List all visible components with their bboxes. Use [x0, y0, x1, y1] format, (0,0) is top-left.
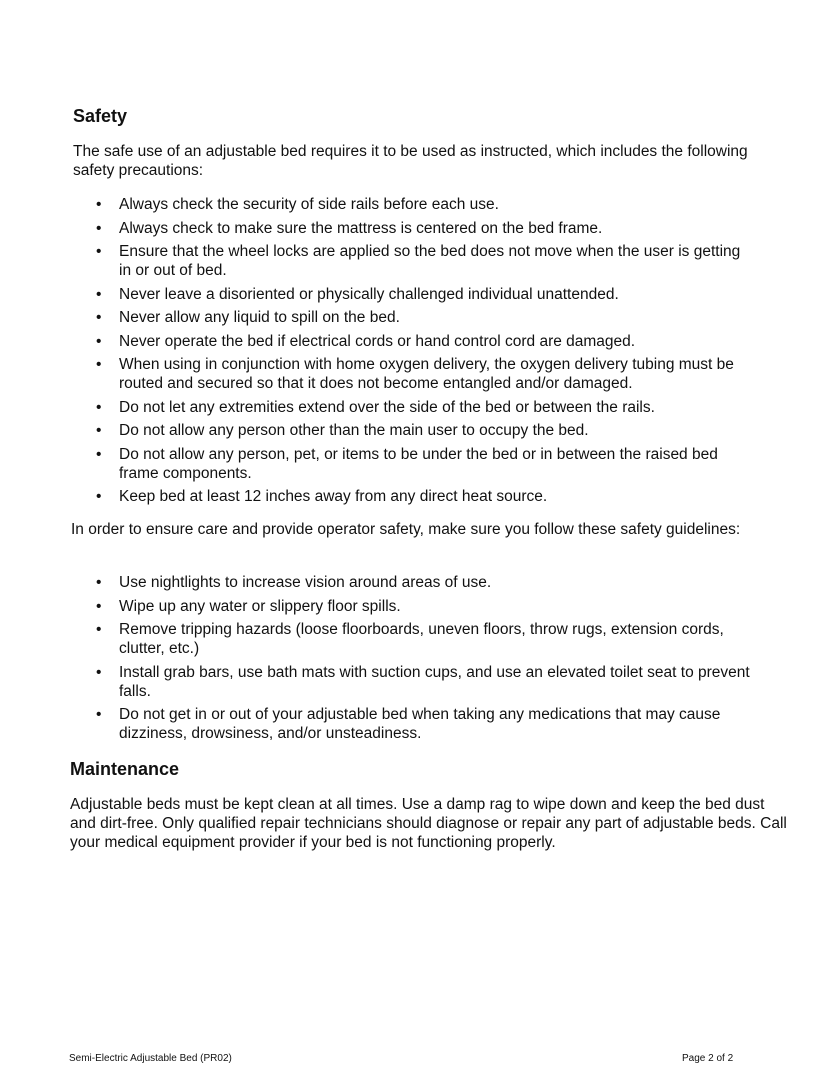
bullet-icon: •: [96, 663, 102, 681]
list-item: • Wipe up any water or slippery floor spills.: [96, 597, 401, 615]
bullet-icon: •: [96, 398, 102, 416]
bullet-icon: •: [96, 285, 102, 303]
bullet-icon: •: [96, 196, 102, 213]
safety-precautions-list: [96, 195, 756, 511]
list-item: • Install grab bars, use bath mats with suction cups, and use an elevated toilet seat to prevent falls.: [96, 663, 750, 700]
list-item: • Always check the security of side rails before each use.: [96, 196, 499, 213]
list-item: • When using in conjunction with home oxygen delivery, the oxygen delivery tubing must be routed and secured so that it does not become entangled and/or damaged.: [96, 356, 734, 392]
list-item: • Do not allow any person other than the main user to occupy the bed.: [96, 422, 589, 439]
list-item: • Always check to make sure the mattress is centered on the bed frame.: [96, 219, 603, 237]
bullet-icon: •: [96, 445, 102, 463]
footer-document-title: Semi-Electric Adjustable Bed (PR02): [69, 1053, 232, 1064]
bullet-icon: •: [96, 332, 102, 350]
list-item: • Ensure that the wheel locks are applied so the bed does not move when the user is getting in or out of bed.: [96, 243, 741, 279]
care-intro: In order to ensure care and provide operator safety, make sure you follow these safety guidelines:: [71, 521, 741, 538]
maintenance-heading: Maintenance: [70, 759, 180, 779]
safety-heading: Safety: [73, 106, 128, 126]
list-item: • Do not let any extremities extend over the side of the bed or between the rails.: [96, 398, 655, 416]
bullet-icon: •: [96, 706, 102, 723]
bullet-icon: •: [96, 597, 102, 615]
footer-page-number: Page 2 of 2: [682, 1053, 734, 1064]
list-item: • Use nightlights to increase vision around areas of use.: [96, 574, 492, 591]
safety-intro: The safe use of an adjustable bed requires it to be used as instructed, which includes the following safety precautions:: [73, 143, 748, 179]
bullet-icon: •: [96, 219, 102, 237]
list-item: • Remove tripping hazards (loose floorboards, uneven floors, throw rugs, extension cords, clutter, etc.): [96, 621, 724, 657]
list-item: • Do not get in or out of your adjustable bed when taking any medications that may cause dizziness, drowsiness, and/or unsteadiness.: [96, 706, 721, 742]
bullet-icon: •: [96, 422, 102, 439]
list-item: • Never operate the bed if electrical cords or hand control cord are damaged.: [96, 332, 636, 350]
bullet-icon: •: [96, 243, 102, 260]
list-item: • Never allow any liquid to spill on the bed.: [96, 309, 400, 326]
bullet-icon: •: [96, 574, 102, 591]
safety-guidelines-list: [96, 573, 756, 748]
bullet-icon: •: [96, 621, 102, 638]
bullet-icon: •: [96, 309, 102, 326]
list-item: • Keep bed at least 12 inches away from any direct heat source.: [96, 488, 548, 505]
list-item: • Never leave a disoriented or physically challenged individual unattended.: [96, 285, 619, 303]
list-item: • Do not allow any person, pet, or items to be under the bed or in between the raised bed frame components.: [96, 445, 718, 482]
bullet-icon: •: [96, 356, 102, 373]
bullet-icon: •: [96, 488, 102, 505]
maintenance-text: Adjustable beds must be kept clean at all times. Use a damp rag to wipe down and keep the bed dust and dirt-free. Only qualified repair technicians should diagnose or repair any part of adjustable beds. Call your medical equipment provider if your bed is not functioning properly.: [70, 796, 787, 851]
